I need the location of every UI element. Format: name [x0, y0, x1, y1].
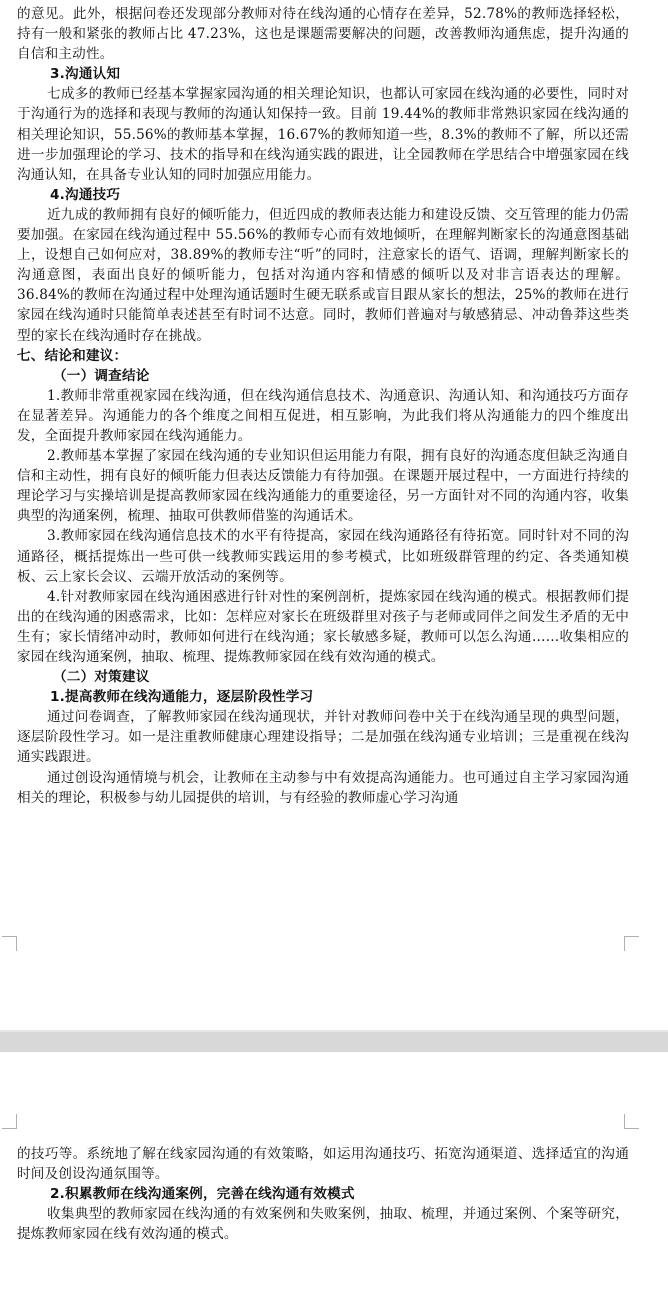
paragraph-communication-cognition: 七成多的教师已经基本掌握家园沟通的相关理论知识，也都认可家园在线沟通的必要性，同时对于沟通行为的选择和表现与教师的沟通认知保持一致。目前 19.44%的教师非常熟识家园在线沟通的相关理论知识，55.56%的教师基本掌握，16.67%的教师知道一些，8.3%的教师不了解，所以还需进一步加强理论的学习、技术的指导和在线沟通实践的跟进，让全园教师在学思结合中增强家园在线沟通认知，在具备专业认知的同时加强应用能力。 — [17, 86, 629, 183]
paragraph-communication-skills: 近九成的教师拥有良好的倾听能力，但近四成的教师表达能力和建设反馈、交互管理的能力仍需要加强。在家园在线沟通过程中 55.56%的教师专心而有效地倾听，在理解判断家长的沟通意图基础上，设想自己如何应对，38.89%的教师专注“听”的同时，注意家长的语气、语调，理解判断家长的沟通意图，表面出良好的倾听能力，包括对沟通内容和情感的倾听以及对非言语表达的理解。36.84%的教师在沟通过程中处理沟通话题时生硬无联系或盲目跟从家长的想法，25%的教师在进行家园在线沟通时只能简单表述甚至有时词不达意。同时，教师们普遍对与敏感猜忌、冲动鲁莽这些类型的家长在线沟通时存在挑战。 — [17, 206, 629, 344]
heading-countermeasures: （二）对策建议 — [53, 669, 150, 686]
paragraph-strategy-1b: 通过创设沟通情境与机会，让教师在主动参与中有效提高沟通能力。也可通过自主学习家园沟通相关的理论，积极参与幼儿园提供的培训，与有经验的教师虚心学习沟通 — [17, 769, 629, 806]
paragraph-strategy-2: 收集典型的教师家园在线沟通的有效案例和失败案例，抽取、梳理，并通过案例、个案等研究，提炼教师家园在线有效沟通的模式。 — [17, 1206, 629, 1243]
paragraph-intro: 的意见。此外，根据问卷还发现部分教师对待在线沟通的心情存在差异，52.78%的教师选择轻松，持有一般和紧张的教师占比 47.23%，这也是课题需要解决的问题，改善教师沟通焦虑，提升沟通的自信和主动性。 — [17, 6, 629, 63]
page-corner-mark — [624, 1114, 639, 1129]
paragraph-conclusion-1: 1.教师非常重视家园在线沟通，但在线沟通信息技术、沟通意识、沟通认知、和沟通技巧方面存在显著差异。沟通能力的各个维度之间相互促进，相互影响，为此我们将从沟通能力的四个维度出发，全面提升教师家园在线沟通能力。 — [17, 387, 629, 444]
page-separator-band — [0, 1032, 668, 1052]
paragraph-conclusion-3: 3.教师家园在线沟通信息技术的水平有待提高，家园在线沟通路径有待拓宽。同时针对不同的沟通路径，概括提炼出一些可供一线教师实践运用的参考模式，比如班级群管理的约定、各类通知模板、云上家长会议、云端开放活动的案例等。 — [17, 528, 629, 585]
heading-communication-cognition: 3.沟通认知 — [50, 66, 121, 83]
page-2-body — [17, 1144, 629, 1244]
document-page-2 — [0, 1052, 668, 1312]
paragraph-conclusion-2: 2.教师基本掌握了家园在线沟通的专业知识但运用能力有限，拥有良好的沟通态度但缺乏沟通自信和主动性，拥有良好的倾听能力但表达反馈能力有待加强。在课题开展过程中，一方面进行持续的理论学习与实操培训是提高教师家园在线沟通能力的重要途径，另一方面针对不同的沟通内容，收集典型的沟通案例，梳理、抽取可供教师借鉴的沟通话术。 — [17, 448, 629, 525]
page-1-body — [17, 4, 629, 808]
paragraph-strategy-1a: 通过问卷调查，了解教师家园在线沟通现状，并针对教师问卷中关于在线沟通呈现的典型问题，逐层阶段性学习。如一是注重教师健康心理建设指导；二是加强在线沟通专业培训；三是重视在线沟通实践跟进。 — [17, 709, 629, 766]
paragraph-strategy-1b-continued: 的技巧等。系统地了解在线家园沟通的有效策略，如运用沟通技巧、拓宽沟通渠道、选择适宜的沟通时间及创设沟通氛围等。 — [17, 1146, 629, 1183]
heading-communication-skills: 4.沟通技巧 — [50, 186, 121, 203]
heading-strategy-2: 2.积累教师在线沟通案例，完善在线沟通有效模式 — [50, 1186, 355, 1203]
page-corner-mark — [2, 936, 17, 951]
heading-conclusions-suggestions: 七、结论和建议： — [17, 347, 128, 364]
heading-survey-conclusions: （一）调查结论 — [53, 367, 150, 384]
heading-strategy-1: 1.提高教师在线沟通能力，逐层阶段性学习 — [50, 689, 314, 706]
paragraph-conclusion-4: 4.针对教师家园在线沟通困惑进行针对性的案例剖析，提炼家园在线沟通的模式。根据教师们提出的在线沟通的困惑需求，比如：怎样应对家长在班级群里对孩子与老师或同伴之间发生矛盾的无中生有；家长情绪冲动时，教师如何进行在线沟通；家长敏感多疑，教师可以怎么沟通……收集相应的家园在线沟通案例，抽取、梳理、提炼教师家园在线有效沟通的模式。 — [17, 588, 629, 665]
page-corner-mark — [2, 1114, 17, 1129]
page-corner-mark — [624, 936, 639, 951]
